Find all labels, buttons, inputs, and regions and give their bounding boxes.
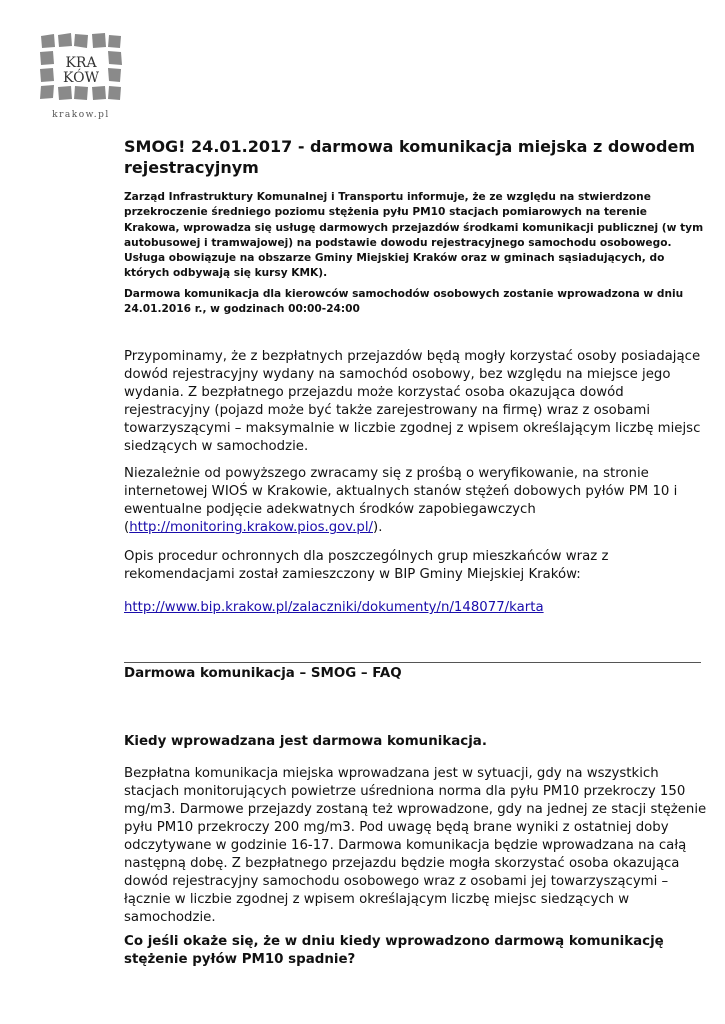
wios-paragraph xyxy=(124,465,708,537)
logo-line2: KÓW xyxy=(63,70,99,86)
wios-text: Niezależnie od powyższego zwracamy się z prośbą o weryfikowanie, na stronie internetowej WIOŚ w Krakowie, aktualnych stanów stężeń dobowych pyłów PM 10 i ewentualne podjęcie adekwatnych środków zapobiegawczych ( xyxy=(124,466,678,535)
intro-paragraph: Zarząd Infrastruktury Komunalnej i Transportu informuje, że ze względu na stwierdzone przekroczenie średniego poziomu stężenia pyłu PM10 stacjach pomiarowych na terenie Krakowa, wprowadza się usługę darmowych przejazdów środkami komunikacji publicznej (w tym autobusowej i tramwajowej) na podstawie dowodu rejestracyjnego samochodu osobowego. Usługa obowiązuje na obszarze Gminy Miejskiej Kraków oraz w gminach sąsiadujących, do których odbywają się kursy KMK). xyxy=(124,191,704,280)
wios-text-end: ). xyxy=(373,520,383,535)
bip-link-paragraph xyxy=(124,599,708,617)
faq-heading: Darmowa komunikacja – SMOG – FAQ xyxy=(124,666,402,681)
reminder-paragraph: Przypominamy, że z bezpłatnych przejazdów będą mogły korzystać osoby posiadające dowód rejestracyjny wydany na samochód osobowy, bez względu na miejsce jego wydania. Z bezpłatnego przejazdu może korzystać osoba okazująca dowód rejestracyjny (pojazd może być także zarejestrowany na firmę) wraz z osobami towarzyszącymi – maksymalnie w liczbie zgodnej z wpisem określającym liczbę miejsc siedzących w samochodzie. xyxy=(124,349,701,454)
monitoring-link[interactable]: http://monitoring.krakow.pios.gov.pl/ xyxy=(129,520,373,535)
divider xyxy=(124,662,701,663)
logo-domain: krakow.pl xyxy=(52,110,110,120)
procedures-paragraph: Opis procedur ochronnych dla poszczególnych grup mieszkańców wraz z rekomendacjami został zamieszczony w BIP Gminy Miejskiej Kraków: xyxy=(124,549,609,582)
faq-question-1: Kiedy wprowadzana jest darmowa komunikacja. xyxy=(124,734,487,749)
date-notice: Darmowa komunikacja dla kierowców samochodów osobowych zostanie wprowadzona w dniu 24.01.2016 r., w godzinach 00:00-24:00 xyxy=(124,288,684,316)
bip-link[interactable]: http://www.bip.krakow.pl/zalaczniki/dokumenty/n/148077/karta xyxy=(124,600,544,615)
page-title: SMOG! 24.01.2017 - darmowa komunikacja miejska z dowodem rejestracyjnym xyxy=(124,137,696,177)
faq-question-2: Co jeśli okaże się, że w dniu kiedy wprowadzono darmową komunikację stężenie pyłów PM10 spadnie? xyxy=(124,934,664,967)
krakow-logo xyxy=(38,30,124,122)
logo-line1: KRA xyxy=(65,55,97,71)
faq-answer-1: Bezpłatna komunikacja miejska wprowadzana jest w sytuacji, gdy na wszystkich stacjach monitorujących powietrze uśredniona norma dla pyłu PM10 przekroczy 150 mg/m3. Darmowe przejazdy zostaną też wprowadzone, gdy na jednej ze stacji stężenie pyłu PM10 przekroczy 200 mg/m3. Pod uwagę będą brane wyniki z ostatniej doby odczytywane w godzinie 16-17. Darmowa komunikacja będzie wprowadzana na całą następną dobę. Z bezpłatnego przejazdu będzie mogła skorzystać osoba okazująca dowód rejestracyjny samochodu osobowego wraz z osobami jej towarzyszącymi – łącznie w liczbie zgodnej z wpisem określającym liczbę miejsc siedzących w samochodzie. xyxy=(124,766,707,925)
